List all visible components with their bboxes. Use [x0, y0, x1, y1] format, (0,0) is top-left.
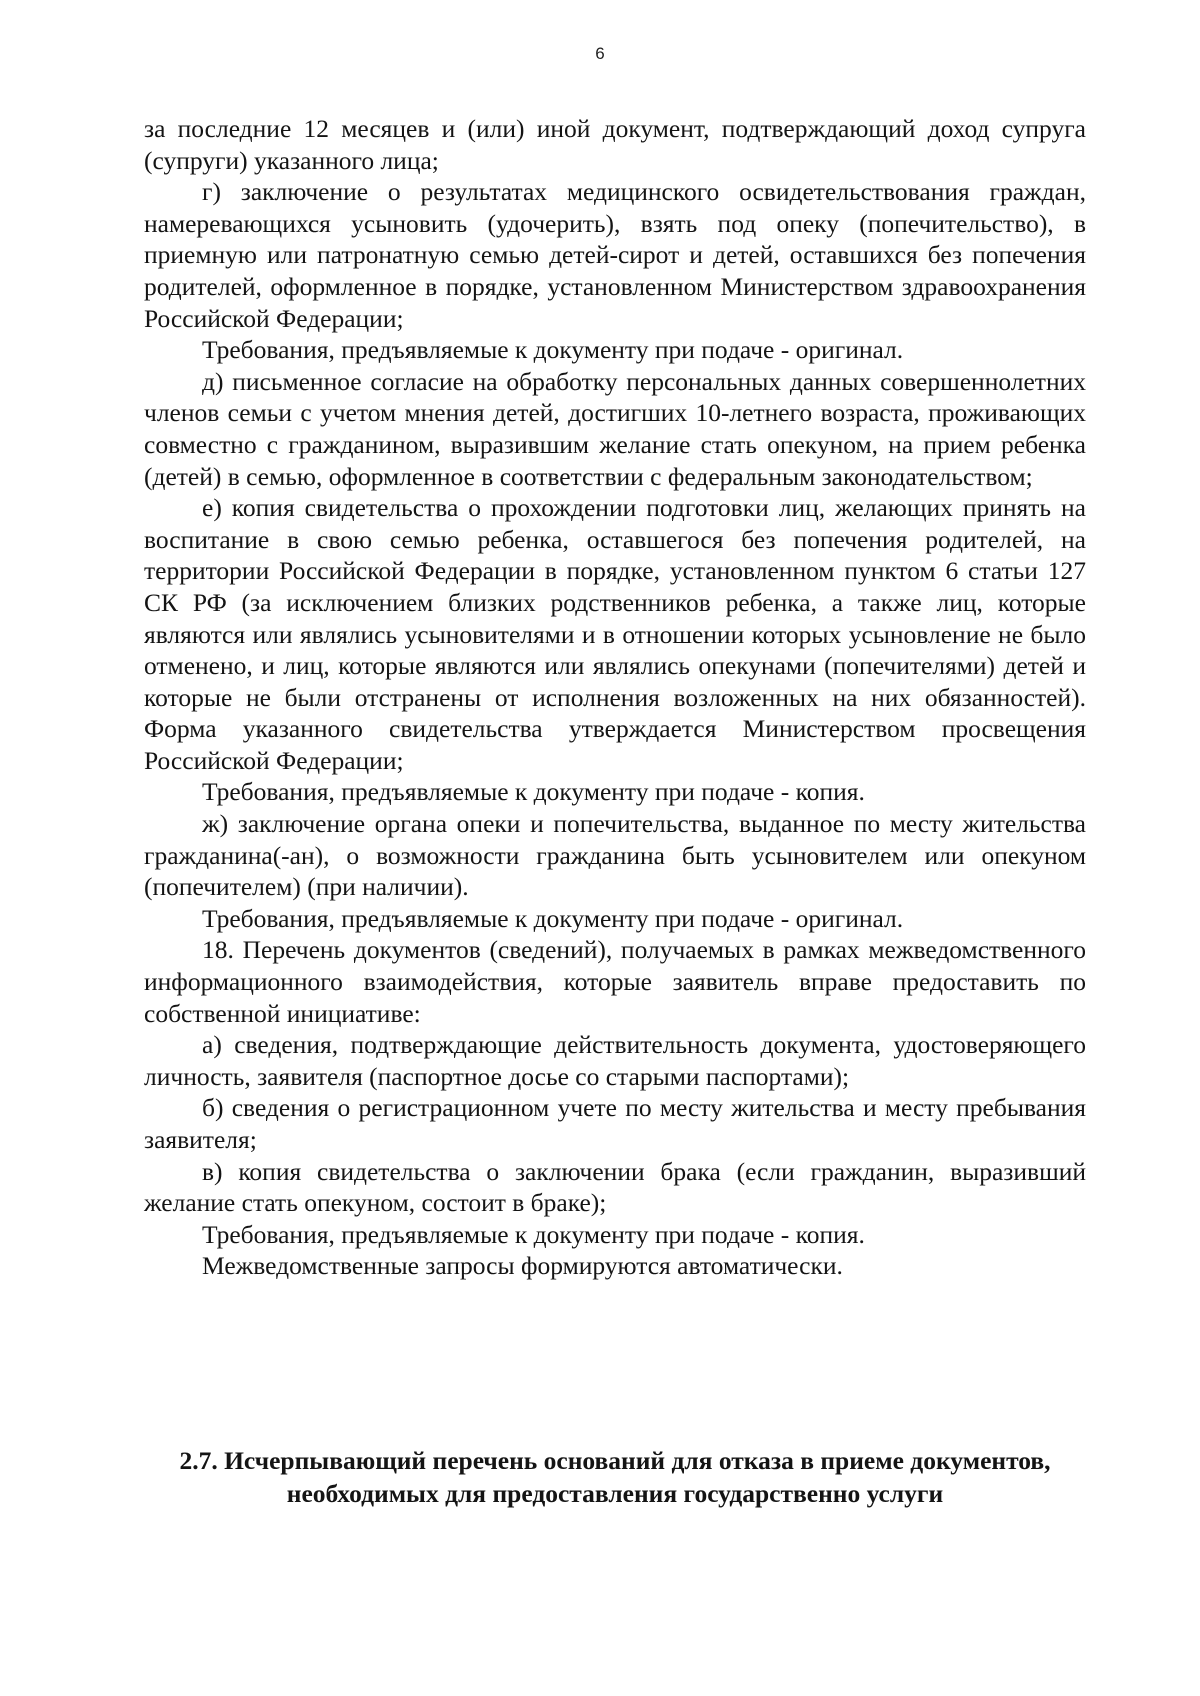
paragraph-requirement-original: Требования, предъявляемые к документу при подаче - оригинал.	[202, 903, 904, 933]
page-number: 6	[595, 44, 605, 63]
section-heading: 2.7. Исчерпывающий перечень оснований для отказа в приеме документов, необходимых для предоставления государственно услуги	[179, 1446, 1051, 1508]
paragraph-requirement-copy: Требования, предъявляемые к документу при подаче - копия.	[202, 777, 865, 807]
paragraph-automatic-requests: Межведомственные запросы формируются автоматически.	[202, 1251, 843, 1281]
paragraph-subitem-b: б) сведения о регистрационном учете по месту жительства и месту пребывания заявителя;	[144, 1093, 1086, 1154]
paragraph-requirement-original: Требования, предъявляемые к документу при подаче - оригинал.	[202, 335, 904, 365]
paragraph-continuation: за последние 12 месяцев и (или) иной документ, подтверждающий доход супруга (супруги) указанного лица;	[144, 114, 1086, 175]
paragraph-item-g: г) заключение о результатах медицинского освидетельствования граждан, намеревающихся усыновить (удочерить), взять под опеку (попечительство), в приемную или патронатную семью детей-сирот и детей, оставшихся без попечения родителей, оформленное в порядке, установленном Министерством здравоохранения Российской Федерации;	[144, 177, 1086, 333]
paragraph-item-zh: ж) заключение органа опеки и попечительства, выданное по месту жительства гражданина(-ан), о возможности гражданина быть усыновителем или опекуном (попечителем) (при наличии).	[144, 809, 1086, 902]
paragraph-subitem-a: а) сведения, подтверждающие действительность документа, удостоверяющего личность, заявителя (паспортное досье со старыми паспортами);	[144, 1030, 1086, 1091]
document-body	[144, 113, 1086, 1282]
paragraph-item-d: д) письменное согласие на обработку персональных данных совершеннолетних членов семьи с учетом мнения детей, достигших 10-летнего возраста, проживающих совместно с гражданином, выразившим желание стать опекуном, на прием ребенка (детей) в семью, оформленное в соответствии с федеральным законодательством;	[144, 366, 1086, 491]
paragraph-requirement-copy: Требования, предъявляемые к документу при подаче - копия.	[202, 1219, 865, 1249]
paragraph-subitem-v: в) копия свидетельства о заключении брака (если гражданин, выразивший желание стать опекуном, состоит в браке);	[144, 1156, 1086, 1218]
paragraph-item-e: е) копия свидетельства о прохождении подготовки лиц, желающих принять на воспитание в свою семью ребенка, оставшегося без попечения родителей, на территории Российской Федерации в порядке, установленном пунктом 6 статьи 127 СК РФ (за исключением близких родственников ребенка, а также лиц, которые являются или являлись усыновителями и в отношении которых усыновление не было отменено, и лиц, которые являются или являлись опекунами (попечителями) детей и которые не были отстранены от исполнения возложенных на них обязанностей). Форма указанного свидетельства утверждается Министерством просвещения Российской Федерации;	[144, 493, 1086, 775]
paragraph-item-18: 18. Перечень документов (сведений), получаемых в рамках межведомственного информационного взаимодействия, которые заявитель вправе предоставить по собственной инициативе:	[144, 935, 1086, 1028]
